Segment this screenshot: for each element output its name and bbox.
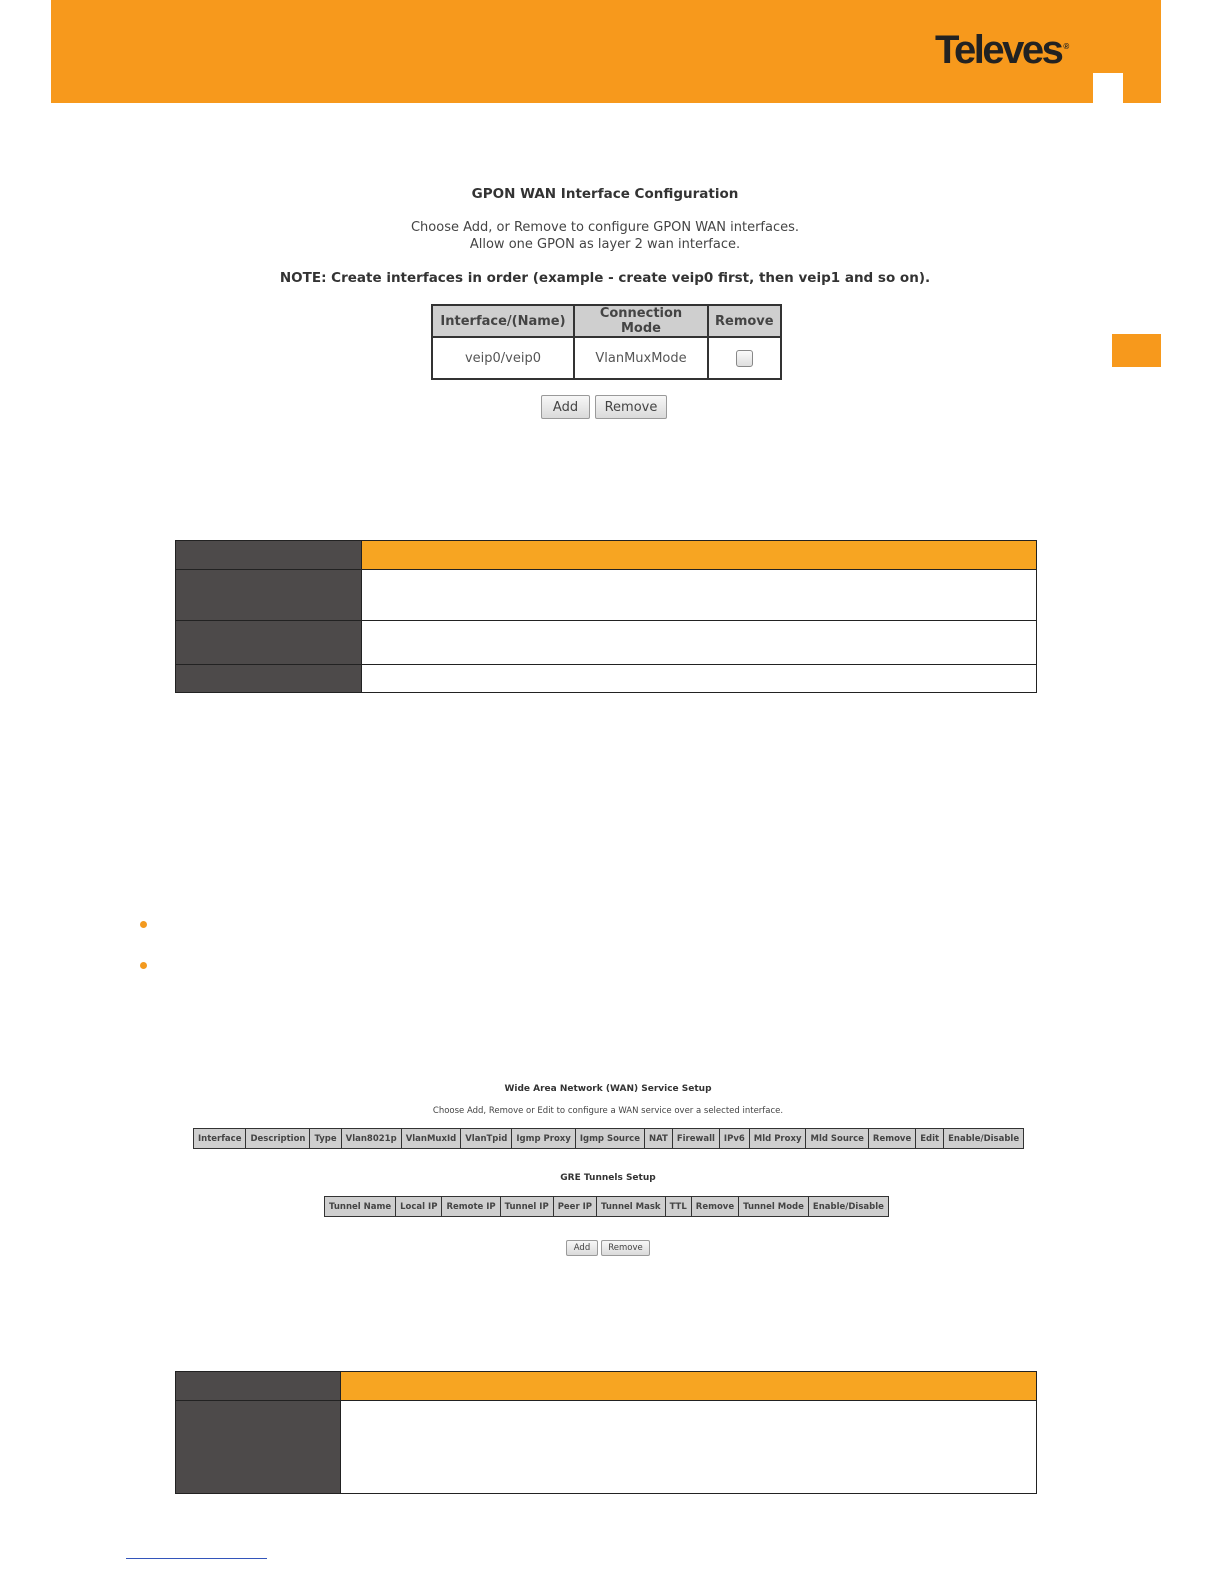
- column-header: Vlan8021p: [341, 1129, 401, 1149]
- gre-tunnels-table: [324, 1196, 889, 1217]
- value-cell: [362, 570, 1037, 621]
- column-header-connection-mode: Connection Mode: [574, 305, 708, 337]
- column-header-remove: Remove: [708, 305, 781, 337]
- value-cell: [362, 665, 1037, 693]
- gre-title: GRE Tunnels Setup: [560, 1173, 656, 1183]
- column-header: Mld Proxy: [749, 1129, 806, 1149]
- value-cell: [341, 1401, 1037, 1494]
- brand-logo: [935, 28, 1069, 73]
- gpon-title: GPON WAN Interface Configuration: [471, 186, 739, 202]
- label-cell: [176, 570, 362, 621]
- column-header: Type: [310, 1129, 341, 1149]
- column-header: Remove: [868, 1129, 915, 1149]
- column-header: Tunnel Mode: [739, 1197, 809, 1217]
- gpon-desc-line1: Choose Add, or Remove to configure GPON WAN interfaces.: [410, 220, 800, 235]
- footer-line: [126, 1558, 267, 1559]
- field-description-table-1: [175, 540, 1037, 693]
- header-cell: [341, 1372, 1037, 1401]
- column-header: Local IP: [396, 1197, 442, 1217]
- label-cell: [176, 1401, 341, 1494]
- wan-title: Wide Area Network (WAN) Service Setup: [504, 1084, 712, 1094]
- gpon-desc-line2: Allow one GPON as layer 2 wan interface.: [469, 237, 741, 252]
- column-header: Enable/Disable: [808, 1197, 888, 1217]
- column-header: VlanMuxId: [401, 1129, 461, 1149]
- header-notch: [1093, 73, 1123, 103]
- gre-add-button[interactable]: Add: [566, 1240, 598, 1256]
- gpon-interface-table: [431, 304, 782, 380]
- header-cell: [362, 541, 1037, 570]
- label-cell: [176, 665, 362, 693]
- remove-cell: [708, 337, 781, 379]
- column-header: Tunnel IP: [500, 1197, 553, 1217]
- gpon-note: NOTE: Create interfaces in order (example - create veip0 first, then veip1 and so on).: [279, 270, 931, 286]
- column-header: Tunnel Mask: [597, 1197, 666, 1217]
- field-description-table-2: [175, 1371, 1037, 1494]
- column-header: Mld Source: [806, 1129, 868, 1149]
- label-cell: [176, 541, 362, 570]
- column-header: Peer IP: [553, 1197, 596, 1217]
- label-cell: [176, 621, 362, 665]
- column-header-interface: Interface/(Name): [432, 305, 574, 337]
- registered-mark: ®: [1063, 41, 1070, 51]
- label-cell: [176, 1372, 341, 1401]
- column-header: NAT: [644, 1129, 672, 1149]
- wan-service-table: [193, 1128, 1024, 1149]
- column-header: Remote IP: [442, 1197, 500, 1217]
- column-header: Enable/Disable: [944, 1129, 1024, 1149]
- side-tab: [1112, 334, 1161, 367]
- column-header: Interface: [194, 1129, 246, 1149]
- column-header: Igmp Source: [575, 1129, 644, 1149]
- column-header: Edit: [916, 1129, 944, 1149]
- column-header: Igmp Proxy: [512, 1129, 575, 1149]
- gre-remove-button[interactable]: Remove: [601, 1240, 650, 1256]
- bullet-icon: [140, 962, 147, 969]
- column-header: IPv6: [719, 1129, 749, 1149]
- column-header: Description: [246, 1129, 310, 1149]
- value-cell: [362, 621, 1037, 665]
- column-header: Firewall: [672, 1129, 719, 1149]
- brand-name: Televes: [935, 28, 1062, 72]
- column-header: Remove: [691, 1197, 738, 1217]
- column-header: Tunnel Name: [325, 1197, 396, 1217]
- column-header: TTL: [665, 1197, 691, 1217]
- remove-checkbox[interactable]: [736, 350, 753, 367]
- remove-button[interactable]: Remove: [595, 395, 667, 419]
- column-header: VlanTpid: [461, 1129, 512, 1149]
- table-row: [432, 337, 781, 379]
- interface-cell: veip0/veip0: [432, 337, 574, 379]
- connection-mode-cell: VlanMuxMode: [574, 337, 708, 379]
- bullet-icon: [140, 921, 147, 928]
- add-button[interactable]: Add: [541, 395, 590, 419]
- wan-desc: Choose Add, Remove or Edit to configure a WAN service over a selected interface.: [432, 1106, 784, 1116]
